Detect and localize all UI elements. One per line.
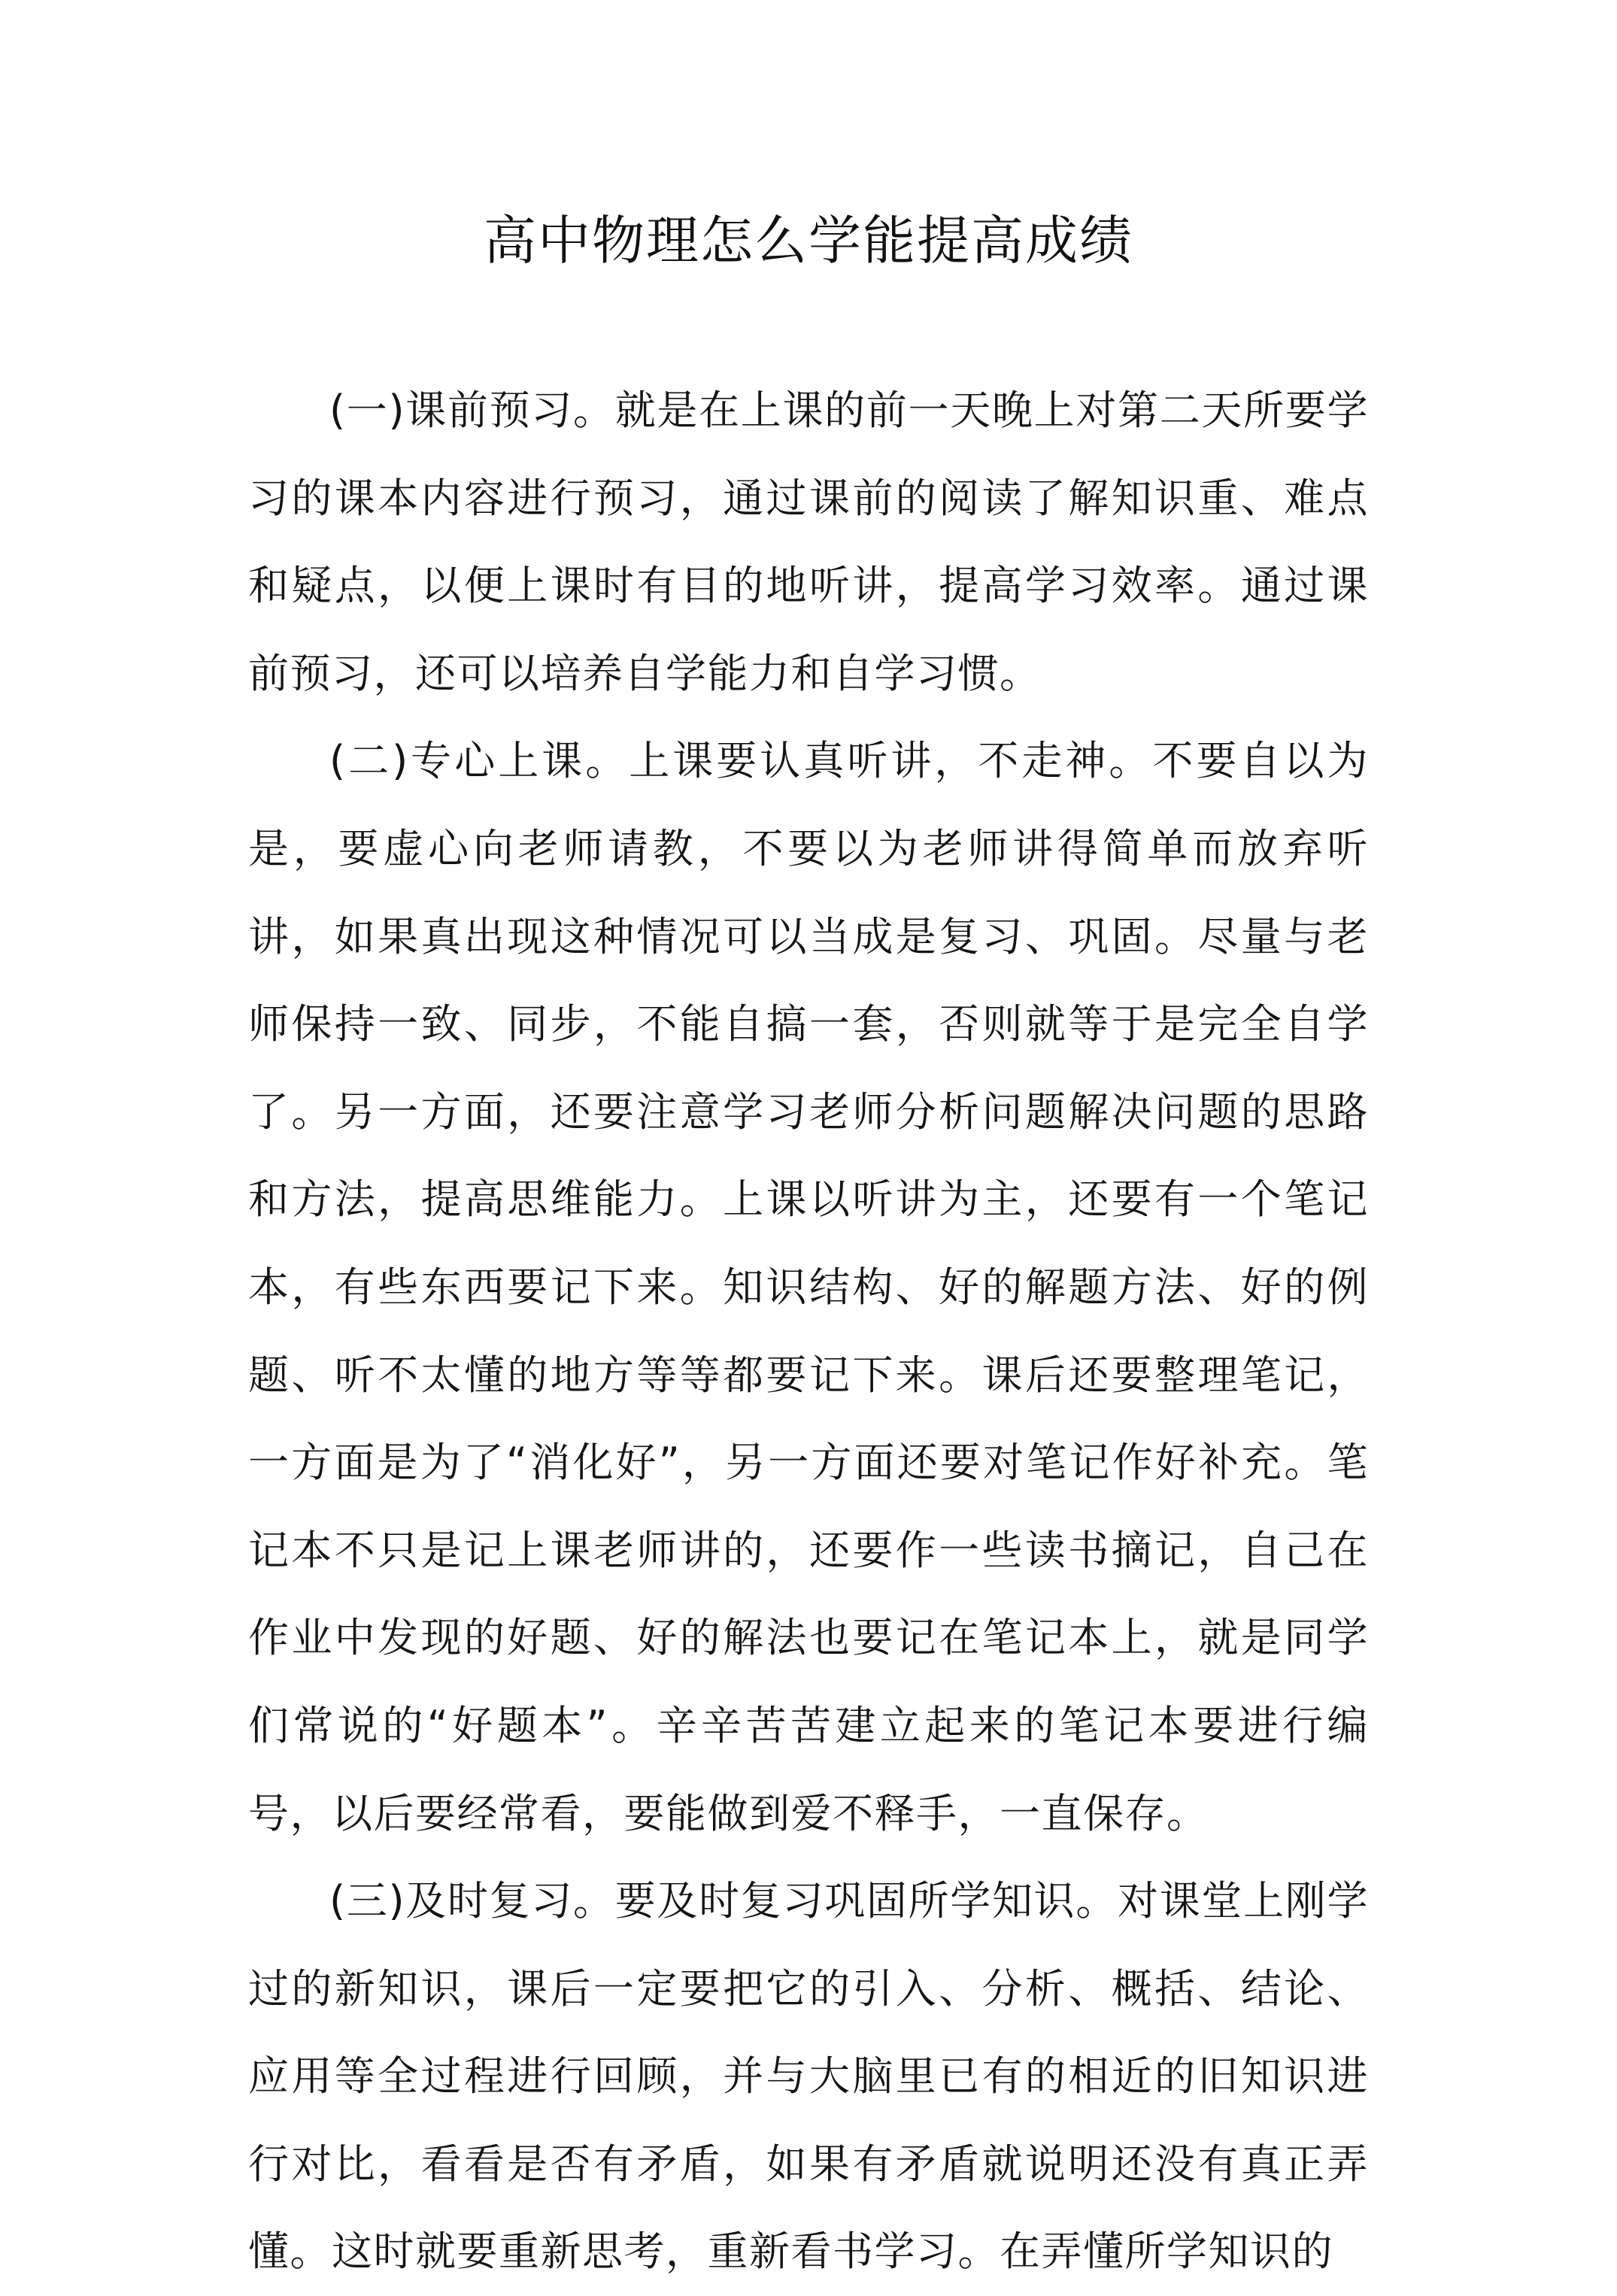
paragraph-focus-in-class: (二)专心上课。上课要认真听讲，不走神。不要自以为是，要虚心向老师请教，不要以为老师讲得简单而放弃听讲，如果真出现这种情况可以当成是复习、巩固。尽量与老师保持一致、同步，不能自搞一套，否则就等于是完全自学了。另一方面，还要注意学习老师分析问题解决问题的思路和方法，提高思维能力。上课以听讲为主，还要有一个笔记本，有些东西要记下来。知识结构、好的解题方法、好的例题、听不太懂的地方等等都要记下来。课后还要整理笔记，一方面是为了“消化好”，另一方面还要对笔记作好补充。笔记本不只是记上课老师讲的，还要作一些读书摘记，自己在作业中发现的好题、好的解法也要记在笔记本上，就是同学们常说的“好题本”。辛辛苦苦建立起来的笔记本要进行编号，以后要经常看，要能做到爱不释手，一直保存。: [248, 737, 1369, 1837]
paragraph-preview: (一)课前预习。就是在上课的前一天晚上对第二天所要学习的课本内容进行预习，通过课前的阅读了解知识重、难点和疑点，以便上课时有目的地听讲，提高学习效率。通过课前预习，还可以培养自学能力和自学习惯。: [248, 387, 1369, 697]
document-body: [248, 367, 1369, 2296]
document-title: 高中物理怎么学能提高成绩: [484, 210, 1133, 271]
paragraph-timely-review: (三)及时复习。要及时复习巩固所学知识。对课堂上刚学过的新知识，课后一定要把它的引入、分析、概括、结论、应用等全过程进行回顾，并与大脑里已有的相近的旧知识进行对比，看看是否有矛盾，如果有矛盾就说明还没有真正弄懂。这时就要重新思考，重新看书学习。在弄懂所学知识的: [248, 1877, 1369, 2276]
